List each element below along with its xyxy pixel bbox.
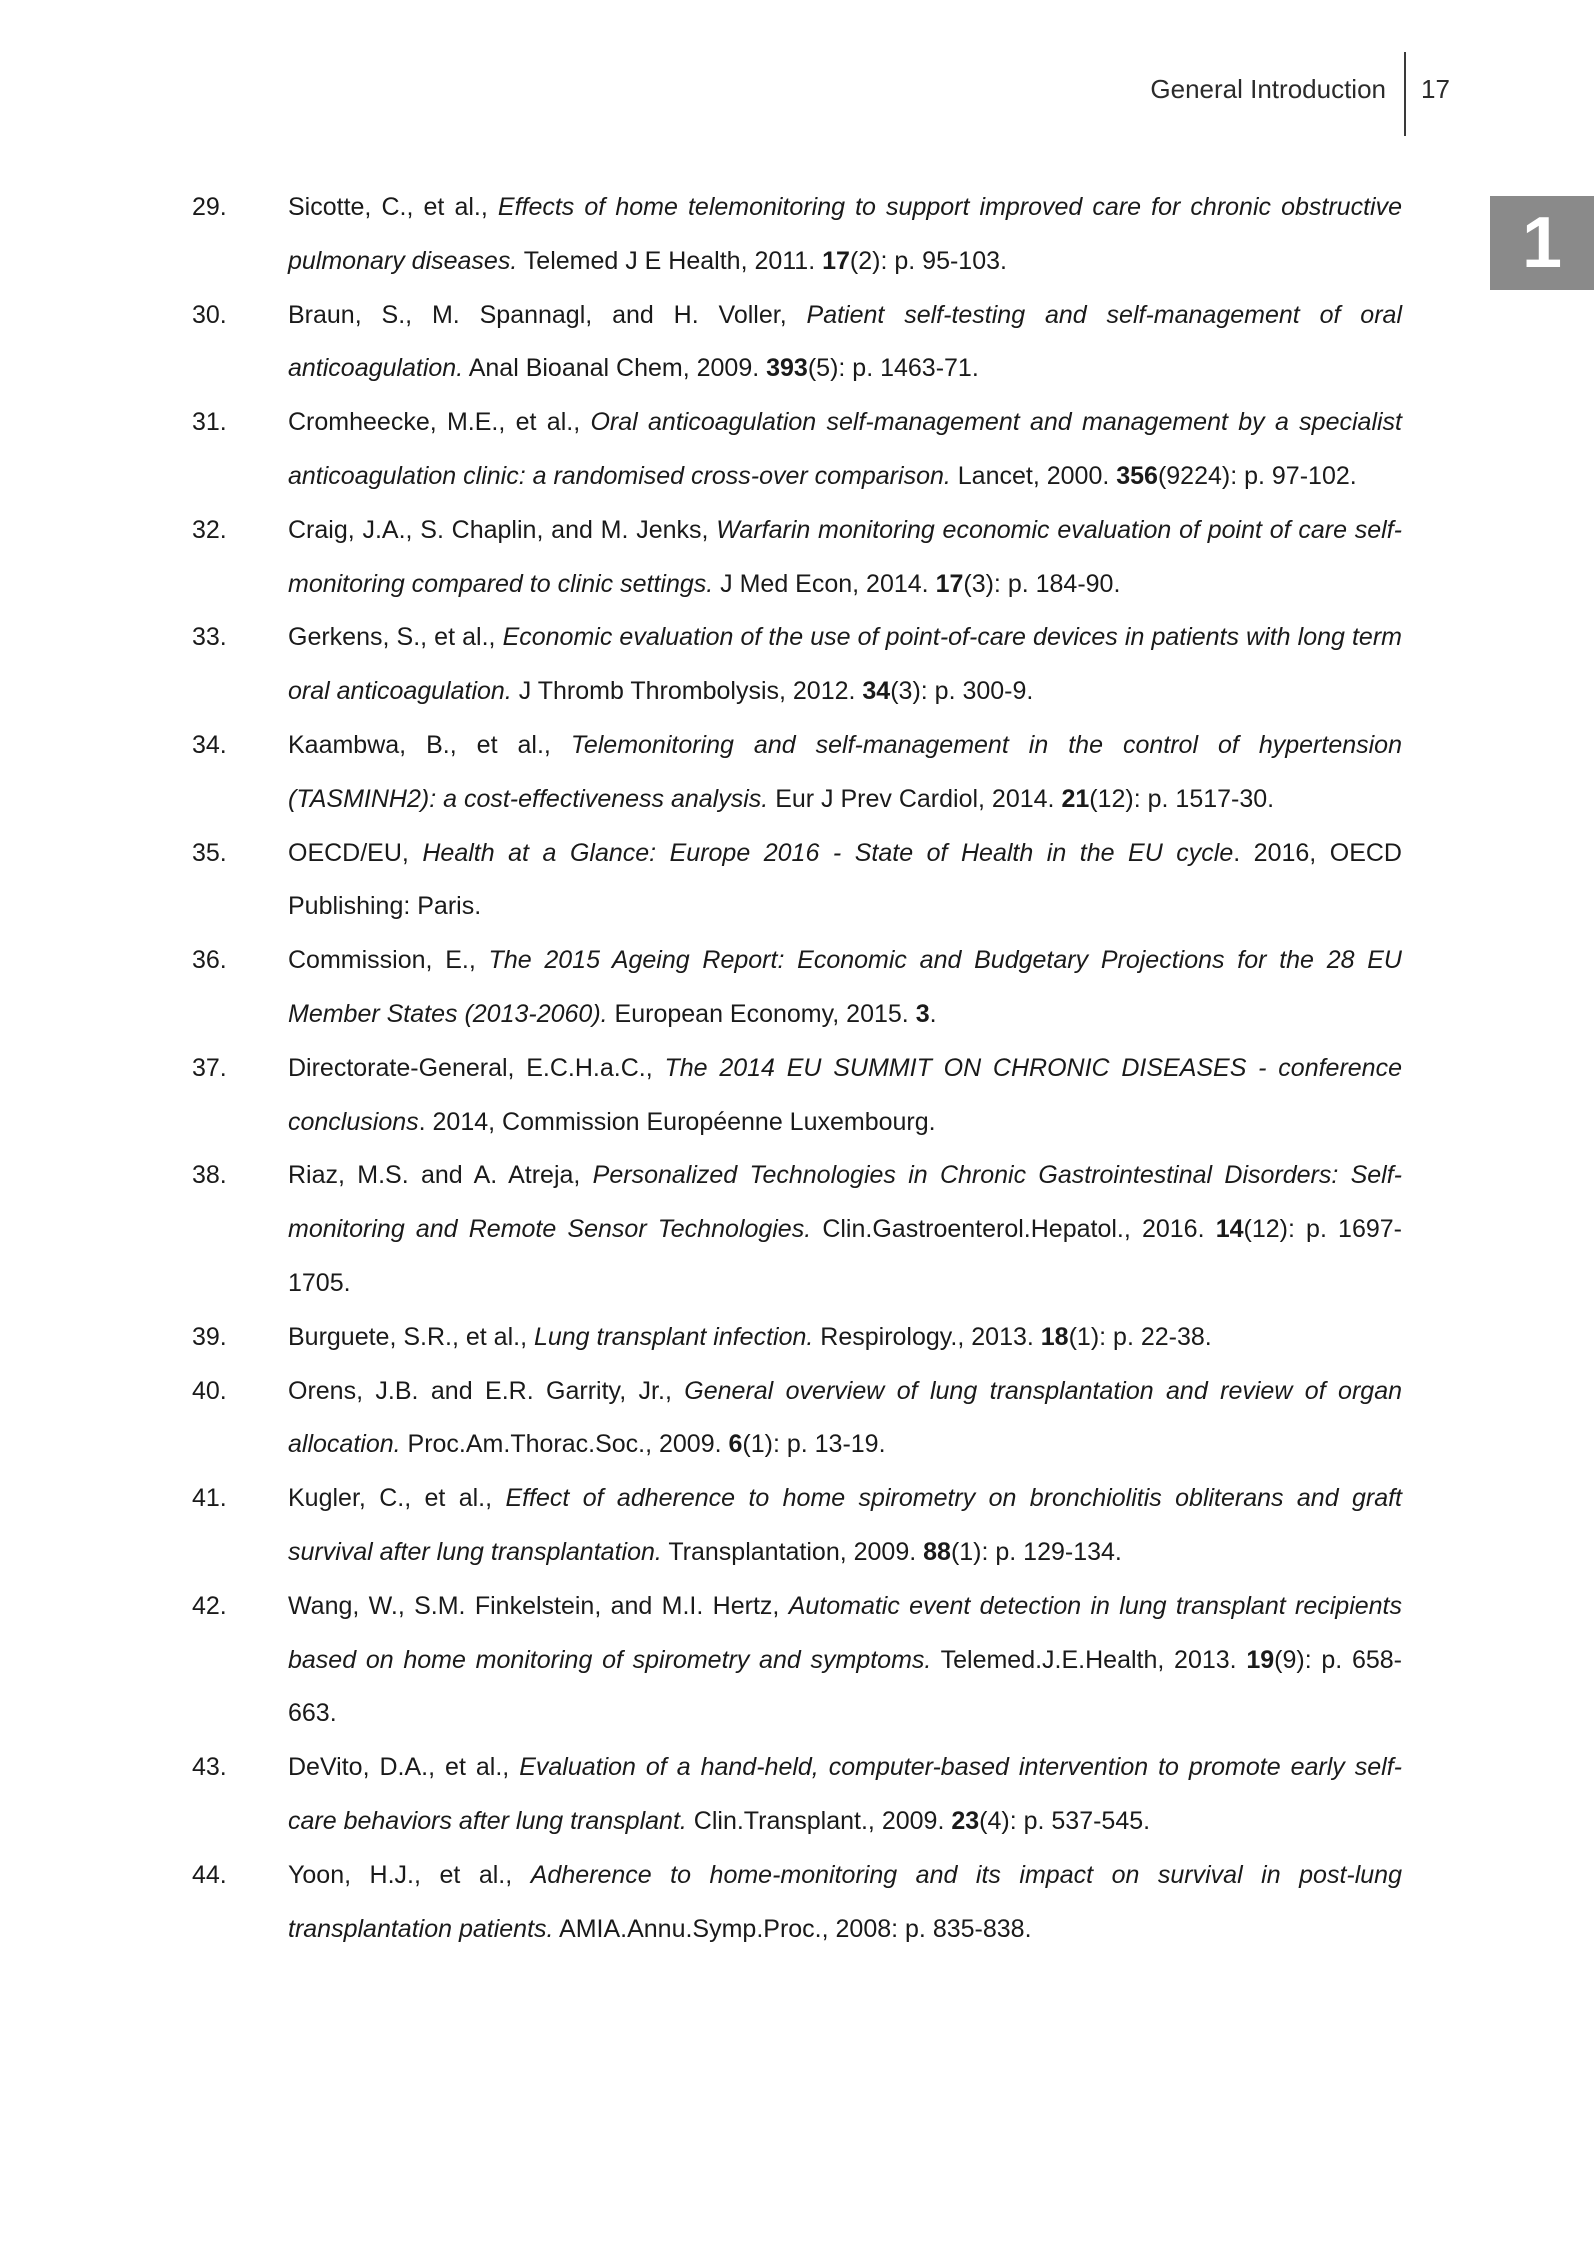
reference-pages: (3): p. 184-90. — [963, 569, 1121, 598]
header-divider — [1404, 52, 1406, 136]
reference-authors: Burguete, S.R., et al., — [288, 1322, 534, 1351]
reference-item — [192, 719, 1402, 827]
reference-volume: 3 — [915, 999, 930, 1028]
reference-number: 44. — [192, 1860, 227, 1889]
reference-authors: Wang, W., S.M. Finkelstein, and M.I. Hertz, — [288, 1591, 789, 1620]
reference-number: 32. — [192, 515, 227, 544]
reference-pages: (1): p. 13-19. — [742, 1430, 886, 1459]
reference-text — [288, 1741, 1402, 1849]
reference-text — [288, 827, 1402, 935]
reference-item — [192, 396, 1402, 504]
reference-volume: 393 — [766, 354, 808, 383]
reference-item — [192, 934, 1402, 1042]
reference-title: General overview of lung transplantation and review of organ allocation. — [288, 1376, 1402, 1459]
reference-text — [288, 1580, 1402, 1741]
reference-source: AMIA.Annu.Symp.Proc., 2008: p. 835-838. — [553, 1914, 1032, 1943]
reference-list — [192, 181, 1402, 1956]
reference-pages: (2): p. 95-103. — [849, 246, 1007, 275]
reference-number: 40. — [192, 1376, 227, 1405]
reference-text — [288, 1311, 1402, 1365]
reference-source: European Economy, 2015. — [607, 999, 916, 1028]
reference-number: 33. — [192, 623, 227, 652]
chapter-tab: 1 — [1490, 196, 1594, 290]
reference-pages: (3): p. 300-9. — [890, 677, 1034, 706]
reference-authors: DeVito, D.A., et al., — [288, 1753, 520, 1782]
reference-volume: 34 — [862, 677, 891, 706]
reference-item — [192, 181, 1402, 289]
reference-volume: 17 — [935, 569, 964, 598]
reference-item — [192, 1311, 1402, 1365]
reference-authors: Kaambwa, B., et al., — [288, 730, 571, 759]
reference-volume: 21 — [1061, 784, 1090, 813]
reference-authors: Braun, S., M. Spannagl, and H. Voller, — [288, 300, 807, 329]
reference-volume: 6 — [728, 1430, 743, 1459]
reference-volume: 18 — [1040, 1322, 1069, 1351]
reference-title: Health at a Glance: Europe 2016 - State of Health in the EU cycle — [422, 838, 1234, 867]
reference-number: 39. — [192, 1322, 227, 1351]
reference-item — [192, 611, 1402, 719]
reference-number: 43. — [192, 1753, 227, 1782]
reference-authors: Craig, J.A., S. Chaplin, and M. Jenks, — [288, 515, 717, 544]
reference-item — [192, 1580, 1402, 1741]
reference-text — [288, 396, 1402, 504]
reference-pages: (5): p. 1463-71. — [807, 354, 979, 383]
reference-pages: (1): p. 22-38. — [1068, 1322, 1212, 1351]
reference-number: 34. — [192, 730, 227, 759]
reference-pages: (12): p. 1697-1705. — [288, 1215, 1403, 1297]
reference-volume: 356 — [1116, 461, 1158, 490]
reference-source: Proc.Am.Thorac.Soc., 2009. — [400, 1430, 729, 1459]
running-head-title: General Introduction — [1150, 74, 1386, 104]
reference-number: 37. — [192, 1053, 227, 1082]
reference-title: Effect of adherence to home spirometry on bronchiolitis obliterans and graft survival after lung transplantation. — [288, 1484, 1402, 1566]
reference-pages: (12): p. 1517-30. — [1089, 784, 1275, 813]
reference-item — [192, 289, 1402, 397]
reference-text — [288, 289, 1402, 397]
reference-item — [192, 1042, 1402, 1150]
reference-number: 30. — [192, 300, 227, 329]
reference-text — [288, 504, 1402, 612]
reference-source: Transplantation, 2009. — [661, 1537, 924, 1566]
reference-source: Telemed J E Health, 2011. — [517, 246, 823, 275]
reference-pages: . — [929, 999, 937, 1028]
reference-item — [192, 1149, 1402, 1310]
reference-title: The 2015 Ageing Report: Economic and Budgetary Projections for the 28 EU Member States (2013-2060). — [288, 946, 1402, 1028]
reference-item — [192, 1472, 1402, 1580]
reference-title: Patient self-testing and self-management of oral anticoagulation. — [288, 300, 1402, 383]
reference-number: 31. — [192, 408, 227, 437]
reference-pages: (1): p. 129-134. — [950, 1537, 1122, 1566]
reference-volume: 88 — [923, 1537, 951, 1566]
reference-number: 36. — [192, 946, 227, 975]
reference-volume: 14 — [1215, 1215, 1244, 1244]
reference-title: The 2014 EU SUMMIT ON CHRONIC DISEASES - conference conclusions — [288, 1053, 1402, 1136]
reference-source: J Thromb Thrombolysis, 2012. — [511, 677, 863, 706]
reference-authors: OECD/EU, — [288, 838, 423, 867]
reference-title: Economic evaluation of the use of point-of-care devices in patients with long term oral anticoagulation. — [288, 623, 1402, 706]
reference-text — [288, 1149, 1402, 1310]
reference-item — [192, 1365, 1402, 1473]
reference-text — [288, 719, 1402, 827]
reference-number: 42. — [192, 1591, 227, 1620]
reference-number: 41. — [192, 1484, 227, 1513]
reference-source: Eur J Prev Cardiol, 2014. — [768, 784, 1062, 813]
reference-title: Evaluation of a hand-held, computer-based intervention to promote early self-care behaviors after lung transplant. — [288, 1753, 1402, 1835]
reference-title: Telemonitoring and self-management in the control of hypertension (TASMINH2): a cost-effectiveness analysis. — [288, 730, 1402, 813]
reference-text — [288, 1849, 1402, 1957]
reference-authors: Riaz, M.S. and A. Atreja, — [288, 1161, 593, 1190]
reference-source: Telemed.J.E.Health, 2013. — [931, 1645, 1247, 1674]
reference-title: Effects of home telemonitoring to support improved care for chronic obstructive pulmonary diseases. — [288, 193, 1402, 275]
reference-pages: (9): p. 658-663. — [288, 1645, 1402, 1728]
reference-text — [288, 934, 1402, 1042]
reference-item — [192, 1849, 1402, 1957]
reference-authors: Yoon, H.J., et al., — [288, 1860, 531, 1889]
reference-authors: Sicotte, C., et al., — [288, 193, 498, 221]
reference-authors: Directorate-General, E.C.H.a.C., — [288, 1053, 665, 1082]
reference-title: Personalized Technologies in Chronic Gastrointestinal Disorders: Self-monitoring and Remote Sensor Technologies. — [288, 1161, 1403, 1244]
reference-title: Oral anticoagulation self-management and management by a specialist anticoagulation clinic: a randomised cross-over comparison. — [288, 408, 1402, 490]
page-number: 17 — [1421, 74, 1450, 104]
reference-text — [288, 611, 1402, 719]
reference-volume: 23 — [951, 1806, 980, 1835]
reference-authors: Kugler, C., et al., — [288, 1484, 506, 1513]
reference-item — [192, 1741, 1402, 1849]
reference-title: Adherence to home-monitoring and its impact on survival in post-lung transplantation patients. — [288, 1860, 1402, 1943]
reference-volume: 17 — [822, 246, 850, 275]
reference-source: . 2016, OECD Publishing: Paris. — [288, 838, 1402, 921]
reference-text — [288, 1365, 1402, 1473]
reference-authors: Commission, E., — [288, 946, 489, 975]
reference-title: Automatic event detection in lung transplant recipients based on home monitoring of spirometry and symptoms. — [288, 1591, 1403, 1674]
reference-text — [288, 1042, 1402, 1150]
reference-text — [288, 181, 1402, 289]
reference-source: Clin.Gastroenterol.Hepatol., 2016. — [811, 1215, 1216, 1244]
reference-title: Lung transplant infection. — [533, 1322, 814, 1351]
reference-source: Clin.Transplant., 2009. — [686, 1806, 952, 1835]
reference-authors: Cromheecke, M.E., et al., — [288, 408, 591, 437]
reference-number: 38. — [192, 1161, 227, 1190]
reference-authors: Gerkens, S., et al., — [288, 623, 503, 652]
reference-source: J Med Econ, 2014. — [713, 569, 936, 598]
reference-item — [192, 827, 1402, 935]
reference-authors: Orens, J.B. and E.R. Garrity, Jr., — [288, 1376, 685, 1405]
reference-number: 35. — [192, 838, 227, 867]
reference-pages: (9224): p. 97-102. — [1157, 461, 1357, 490]
reference-pages: (4): p. 537-545. — [979, 1806, 1151, 1835]
reference-text — [288, 1472, 1402, 1580]
reference-source: Lancet, 2000. — [950, 461, 1117, 490]
reference-source: Anal Bioanal Chem, 2009. — [463, 354, 767, 383]
reference-number: 29. — [192, 193, 227, 221]
reference-title: Warfarin monitoring economic evaluation of point of care self-monitoring compared to clinic settings. — [288, 515, 1402, 598]
reference-item — [192, 504, 1402, 612]
reference-volume: 19 — [1246, 1645, 1275, 1674]
reference-source: Respirology., 2013. — [813, 1322, 1041, 1351]
reference-source: . 2014, Commission Européenne Luxembourg. — [418, 1107, 936, 1136]
